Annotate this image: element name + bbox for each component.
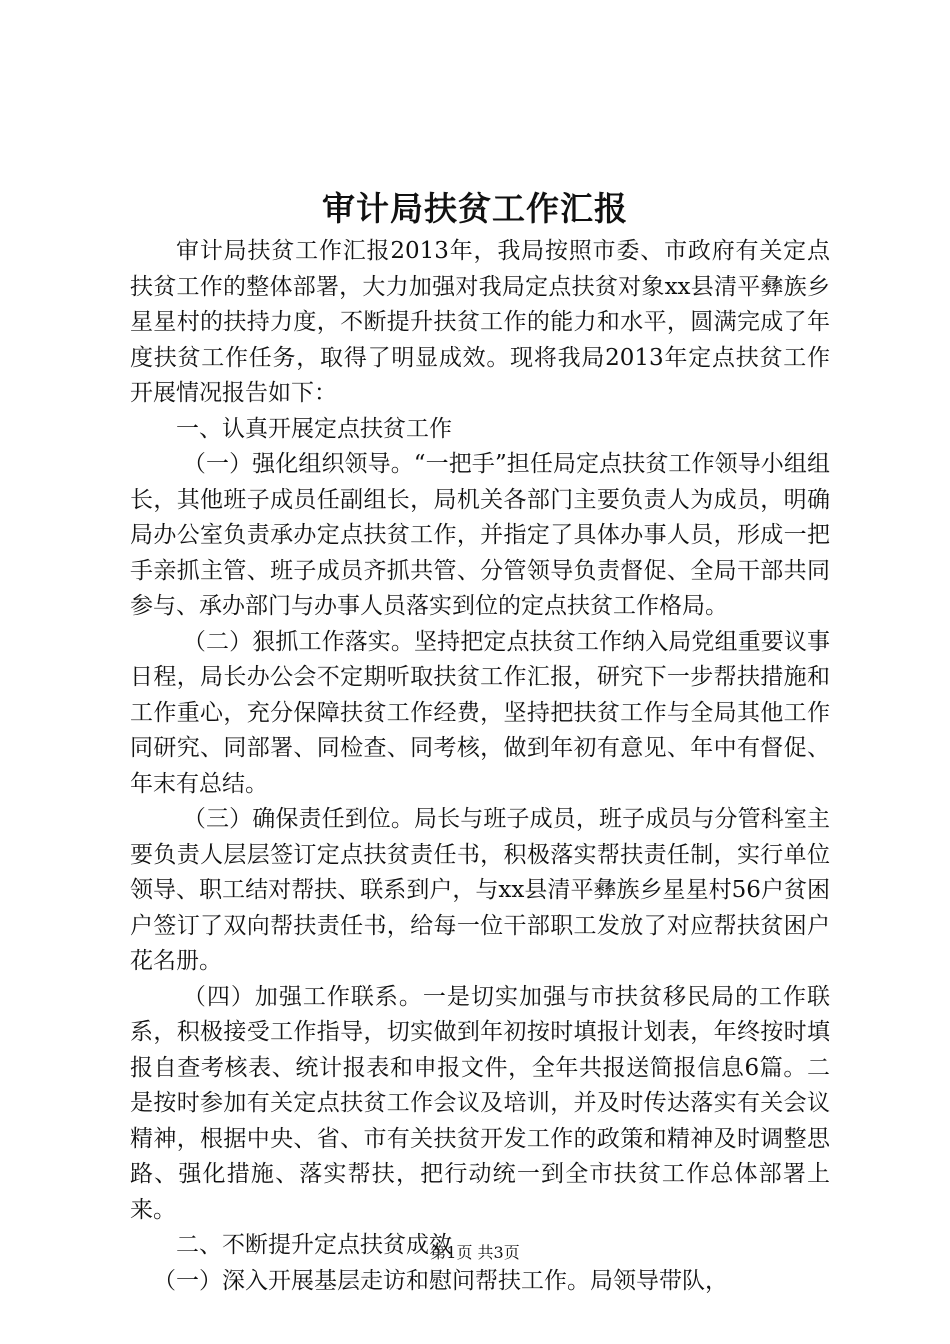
section-heading-2: 二、不断提升定点扶贫成效 bbox=[176, 1232, 452, 1258]
section1-paragraph-1: （一）强化组织领导。“一把手”担任局定点扶贫工作领导小组组长，其他班子成员任副组长，局机关各部门主要负责人为成员，明确局办公室负责承办定点扶贫工作，并指定了具体办事人员，形成一把手亲抓主管、班子成员齐抓共管、分管领导负责督促、全局干部共同参与、承办部门与办事人员落实到位的定点扶贫工作格局。 bbox=[130, 451, 830, 619]
intro-paragraph: 审计局扶贫工作汇报2013年，我局按照市委、市政府有关定点扶贫工作的整体部署，大力加强对我局定点扶贫对象xx县清平彝族乡星星村的扶持力度，不断提升扶贫工作的能力和水平，圆满完成了年度扶贫工作任务，取得了明显成效。现将我局2013年定点扶贫工作开展情况报告如下： bbox=[130, 238, 830, 406]
page-footer: 第1页 共3页 bbox=[430, 1243, 520, 1262]
section2-paragraph-1: （一）深入开展基层走访和慰问帮扶工作。局领导带队， bbox=[153, 1267, 728, 1294]
document-body bbox=[130, 234, 830, 1299]
section1-paragraph-2: （二）狠抓工作落实。坚持把定点扶贫工作纳入局党组重要议事日程，局长办公会不定期听取扶贫工作汇报，研究下一步帮扶措施和工作重心，充分保障扶贫工作经费，坚持把扶贫工作与全局其他工作同研究、同部署、同检查、同考核，做到年初有意见、年中有督促、年末有总结。 bbox=[130, 628, 830, 797]
section1-paragraph-4: （四）加强工作联系。一是切实加强与市扶贫移民局的工作联系，积极接受工作指导，切实做到年初按时填报计划表，年终按时填报自查考核表、统计报表和申报文件，全年共报送简报信息6篇。二是按时参加有关定点扶贫工作会议及培训，并及时传达落实有关会议精神，根据中央、省、市有关扶贫开发工作的政策和精神及时调整思路、强化措施、落实帮扶，把行动统一到全市扶贫工作总体部署上来。 bbox=[130, 983, 830, 1223]
section1-paragraph-3: （三）确保责任到位。局长与班子成员，班子成员与分管科室主要负责人层层签订定点扶贫责任书，积极落实帮扶责任制，实行单位领导、职工结对帮扶、联系到户，与xx县清平彝族乡星星村56户贫困户签订了双向帮扶责任书，给每一位干部职工发放了对应帮扶贫困户花名册。 bbox=[130, 806, 830, 974]
document-title: 审计局扶贫工作汇报 bbox=[322, 189, 628, 228]
section-heading-1: 一、认真开展定点扶贫工作 bbox=[176, 415, 452, 442]
